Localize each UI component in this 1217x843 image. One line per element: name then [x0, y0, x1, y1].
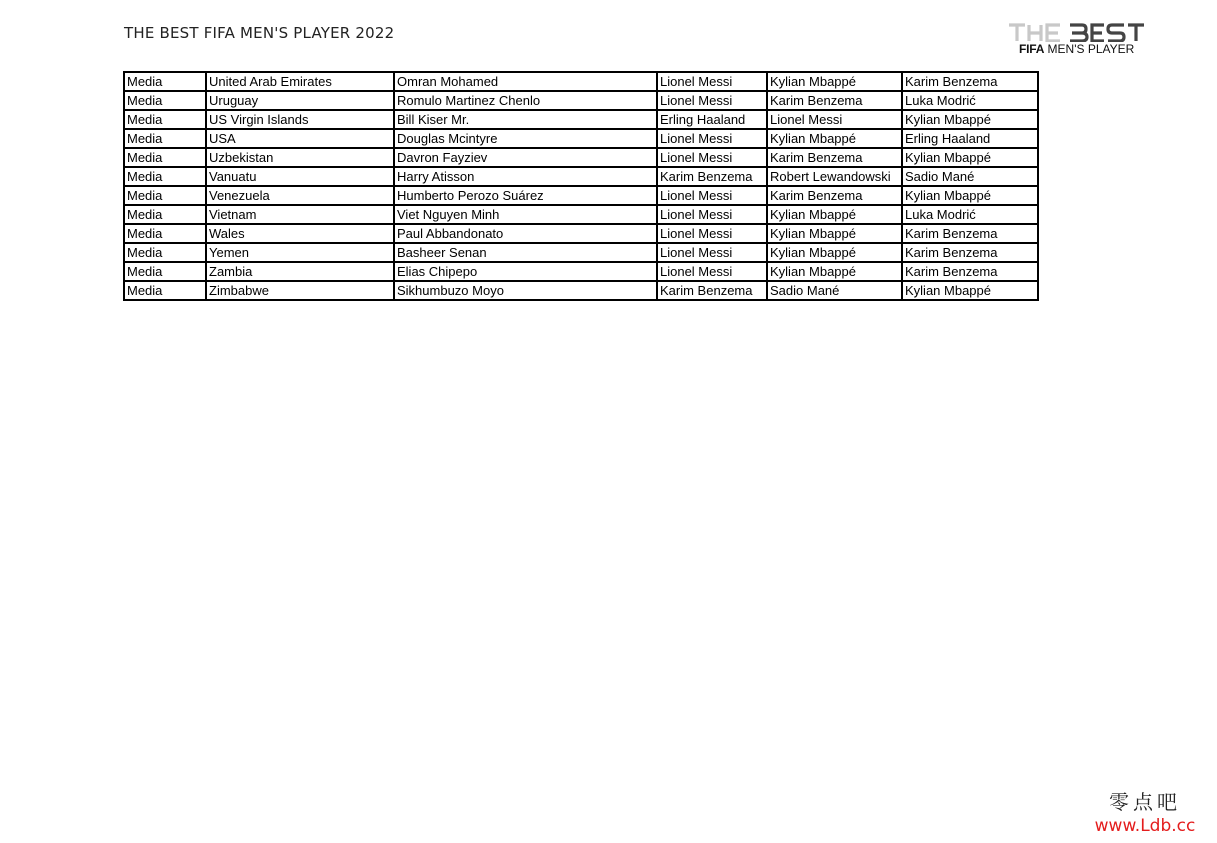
cell-third-place: Erling Haaland: [902, 129, 1038, 148]
cell-country: Uzbekistan: [206, 148, 394, 167]
cell-country: Zimbabwe: [206, 281, 394, 300]
table-row: [124, 129, 1038, 148]
cell-third-place: Luka Modrić: [902, 91, 1038, 110]
cell-first-place: Lionel Messi: [657, 148, 767, 167]
table-row: [124, 91, 1038, 110]
cell-country: Zambia: [206, 262, 394, 281]
cell-country: Yemen: [206, 243, 394, 262]
table-row: [124, 224, 1038, 243]
cell-third-place: Karim Benzema: [902, 243, 1038, 262]
cell-third-place: Karim Benzema: [902, 72, 1038, 91]
cell-second-place: Robert Lewandowski: [767, 167, 902, 186]
watermark: [1085, 789, 1205, 837]
table-row: [124, 167, 1038, 186]
cell-category: Media: [124, 72, 206, 91]
table-row: [124, 110, 1038, 129]
cell-voter: Sikhumbuzo Moyo: [394, 281, 657, 300]
cell-country: Vietnam: [206, 205, 394, 224]
cell-third-place: Kylian Mbappé: [902, 186, 1038, 205]
cell-second-place: Lionel Messi: [767, 110, 902, 129]
cell-first-place: Lionel Messi: [657, 186, 767, 205]
cell-voter: Elias Chipepo: [394, 262, 657, 281]
cell-third-place: Luka Modrić: [902, 205, 1038, 224]
cell-first-place: Karim Benzema: [657, 167, 767, 186]
table-row: [124, 281, 1038, 300]
cell-country: US Virgin Islands: [206, 110, 394, 129]
cell-category: Media: [124, 243, 206, 262]
table-row: [124, 262, 1038, 281]
cell-voter: Humberto Perozo Suárez: [394, 186, 657, 205]
cell-voter: Harry Atisson: [394, 167, 657, 186]
cell-voter: Romulo Martinez Chenlo: [394, 91, 657, 110]
cell-second-place: Kylian Mbappé: [767, 205, 902, 224]
the-best-logo: [1008, 22, 1148, 58]
cell-country: Wales: [206, 224, 394, 243]
cell-category: Media: [124, 224, 206, 243]
cell-third-place: Kylian Mbappé: [902, 148, 1038, 167]
cell-country: Venezuela: [206, 186, 394, 205]
logo-mens-player: MEN'S PLAYER: [1044, 42, 1135, 56]
the-best-wordmark-icon: [1008, 22, 1144, 42]
cell-second-place: Kylian Mbappé: [767, 129, 902, 148]
logo-fifa: FIFA: [1019, 42, 1045, 56]
cell-third-place: Kylian Mbappé: [902, 281, 1038, 300]
table-row: [124, 148, 1038, 167]
cell-first-place: Lionel Messi: [657, 205, 767, 224]
cell-second-place: Sadio Mané: [767, 281, 902, 300]
cell-voter: Omran Mohamed: [394, 72, 657, 91]
votes-table-body: [124, 72, 1038, 300]
page-title: THE BEST FIFA MEN'S PLAYER 2022: [124, 24, 395, 42]
cell-category: Media: [124, 205, 206, 224]
cell-second-place: Kylian Mbappé: [767, 72, 902, 91]
cell-country: United Arab Emirates: [206, 72, 394, 91]
cell-voter: Basheer Senan: [394, 243, 657, 262]
cell-first-place: Lionel Messi: [657, 129, 767, 148]
cell-first-place: Karim Benzema: [657, 281, 767, 300]
cell-first-place: Lionel Messi: [657, 243, 767, 262]
table-row: [124, 243, 1038, 262]
cell-category: Media: [124, 110, 206, 129]
cell-voter: Bill Kiser Mr.: [394, 110, 657, 129]
cell-third-place: Kylian Mbappé: [902, 110, 1038, 129]
cell-country: Uruguay: [206, 91, 394, 110]
cell-voter: Viet Nguyen Minh: [394, 205, 657, 224]
cell-voter: Paul Abbandonato: [394, 224, 657, 243]
cell-category: Media: [124, 262, 206, 281]
cell-second-place: Karim Benzema: [767, 91, 902, 110]
table-row: [124, 205, 1038, 224]
cell-second-place: Karim Benzema: [767, 186, 902, 205]
cell-second-place: Karim Benzema: [767, 148, 902, 167]
table-row: [124, 72, 1038, 91]
cell-third-place: Sadio Mané: [902, 167, 1038, 186]
cell-second-place: Kylian Mbappé: [767, 224, 902, 243]
cell-second-place: Kylian Mbappé: [767, 262, 902, 281]
cell-category: Media: [124, 91, 206, 110]
cell-first-place: Lionel Messi: [657, 72, 767, 91]
cell-country: USA: [206, 129, 394, 148]
cell-second-place: Kylian Mbappé: [767, 243, 902, 262]
cell-category: Media: [124, 281, 206, 300]
cell-category: Media: [124, 129, 206, 148]
logo-subtitle: [1019, 42, 1134, 56]
cell-first-place: Lionel Messi: [657, 262, 767, 281]
watermark-url: www.Ldb.cc: [1094, 816, 1196, 836]
votes-table: [123, 71, 1039, 301]
cell-category: Media: [124, 148, 206, 167]
cell-first-place: Lionel Messi: [657, 224, 767, 243]
cell-category: Media: [124, 186, 206, 205]
watermark-chinese: 零点吧: [1109, 790, 1181, 814]
table-row: [124, 186, 1038, 205]
cell-category: Media: [124, 167, 206, 186]
cell-third-place: Karim Benzema: [902, 262, 1038, 281]
cell-voter: Davron Fayziev: [394, 148, 657, 167]
cell-first-place: Lionel Messi: [657, 91, 767, 110]
cell-third-place: Karim Benzema: [902, 224, 1038, 243]
cell-first-place: Erling Haaland: [657, 110, 767, 129]
cell-country: Vanuatu: [206, 167, 394, 186]
cell-voter: Douglas Mcintyre: [394, 129, 657, 148]
